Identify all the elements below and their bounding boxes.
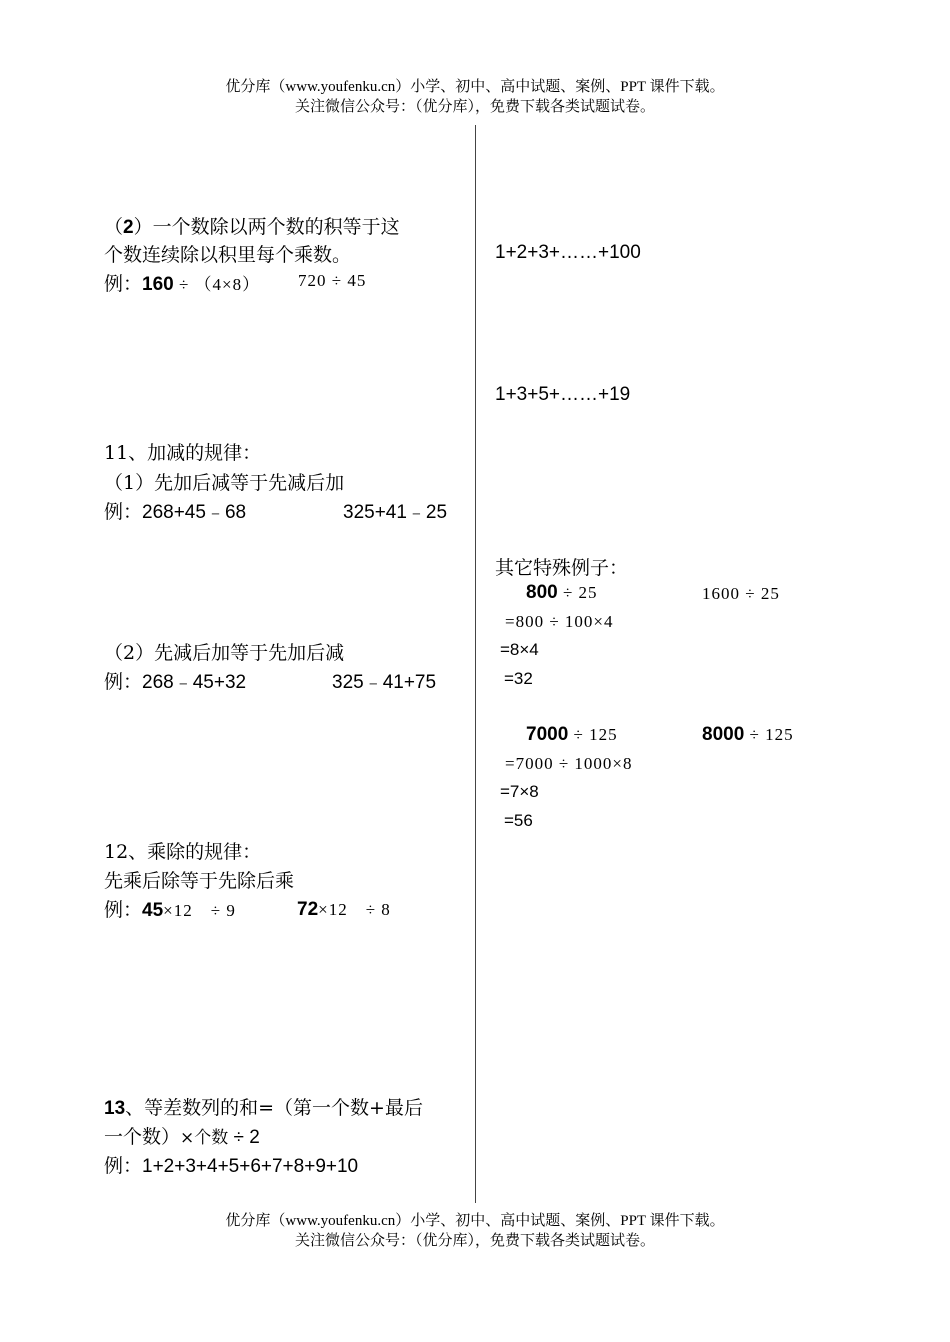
- footer-line-1: 优分库（www.youfenku.cn）小学、初中、高中试题、案例、PPT 课件下载。: [225, 1213, 725, 1229]
- rule-13-line-2: 一个数）×个数 ÷ 2: [104, 1126, 260, 1148]
- rule-11-2-text: （2）先减后加等于先加后减: [104, 642, 345, 664]
- rule-11-1-example-b: 325+41﹣25: [343, 502, 448, 523]
- special-example-2-step-3: =56: [504, 811, 533, 830]
- special-example-1a: 800 ÷ 25: [526, 582, 598, 603]
- header-line-2: 关注微信公众号：（优分库），免费下载各类试题试卷。: [294, 99, 655, 115]
- rule-10-2-example-b: 720 ÷ 45: [298, 271, 367, 290]
- special-example-2-step-2: =7×8: [500, 782, 539, 801]
- rule-12-example: 例：45×12 ÷ 9: [104, 899, 236, 921]
- rule-10-2-example: 例：160 ÷ （4×8）: [104, 273, 261, 295]
- special-example-1-step-3: =32: [504, 669, 533, 688]
- rule-10-2-line-2: 个数连续除以积里每个乘数。: [104, 244, 352, 266]
- column-divider: [475, 125, 476, 1203]
- rule-10-2-line-1: （2）一个数除以两个数的积等于这: [104, 216, 400, 238]
- sum-example-1: 1+2+3+……+100: [495, 242, 641, 263]
- special-examples-title: 其它特殊例子：: [495, 557, 629, 579]
- footer-line-2: 关注微信公众号：（优分库），免费下载各类试题试卷。: [294, 1233, 655, 1249]
- rule-11-1-example: 例：268+45﹣68: [104, 501, 247, 523]
- header-line-1: 优分库（www.youfenku.cn）小学、初中、高中试题、案例、PPT 课件下载。: [225, 79, 725, 95]
- sum-example-2: 1+3+5+……+19: [495, 384, 631, 405]
- rule-12-text: 先乘后除等于先除后乘: [104, 870, 295, 892]
- special-example-1-step-1: =800 ÷ 100×4: [505, 612, 614, 631]
- rule-12-example-b: 72×12 ÷ 8: [297, 899, 391, 920]
- rule-11-1-text: （1）先加后减等于先减后加: [104, 472, 345, 494]
- special-example-2b: 8000 ÷ 125: [702, 724, 794, 745]
- rule-13-example: 例：1+2+3+4+5+6+7+8+9+10: [104, 1155, 359, 1177]
- rule-12-title: 12、乘除的规律：: [104, 841, 262, 863]
- special-example-2a: 7000 ÷ 125: [526, 724, 618, 745]
- rule-11-2-example: 例：268﹣45+32: [104, 671, 247, 693]
- rule-13-line-1: 13、等差数列的和=（第一个数+最后: [104, 1097, 423, 1119]
- special-example-1b: 1600 ÷ 25: [702, 584, 780, 603]
- special-example-1-step-2: =8×4: [500, 640, 539, 659]
- rule-11-2-example-b: 325﹣41+75: [332, 672, 437, 693]
- special-example-2-step-1: =7000 ÷ 1000×8: [505, 754, 633, 773]
- rule-11-title: 11、加减的规律：: [104, 442, 262, 464]
